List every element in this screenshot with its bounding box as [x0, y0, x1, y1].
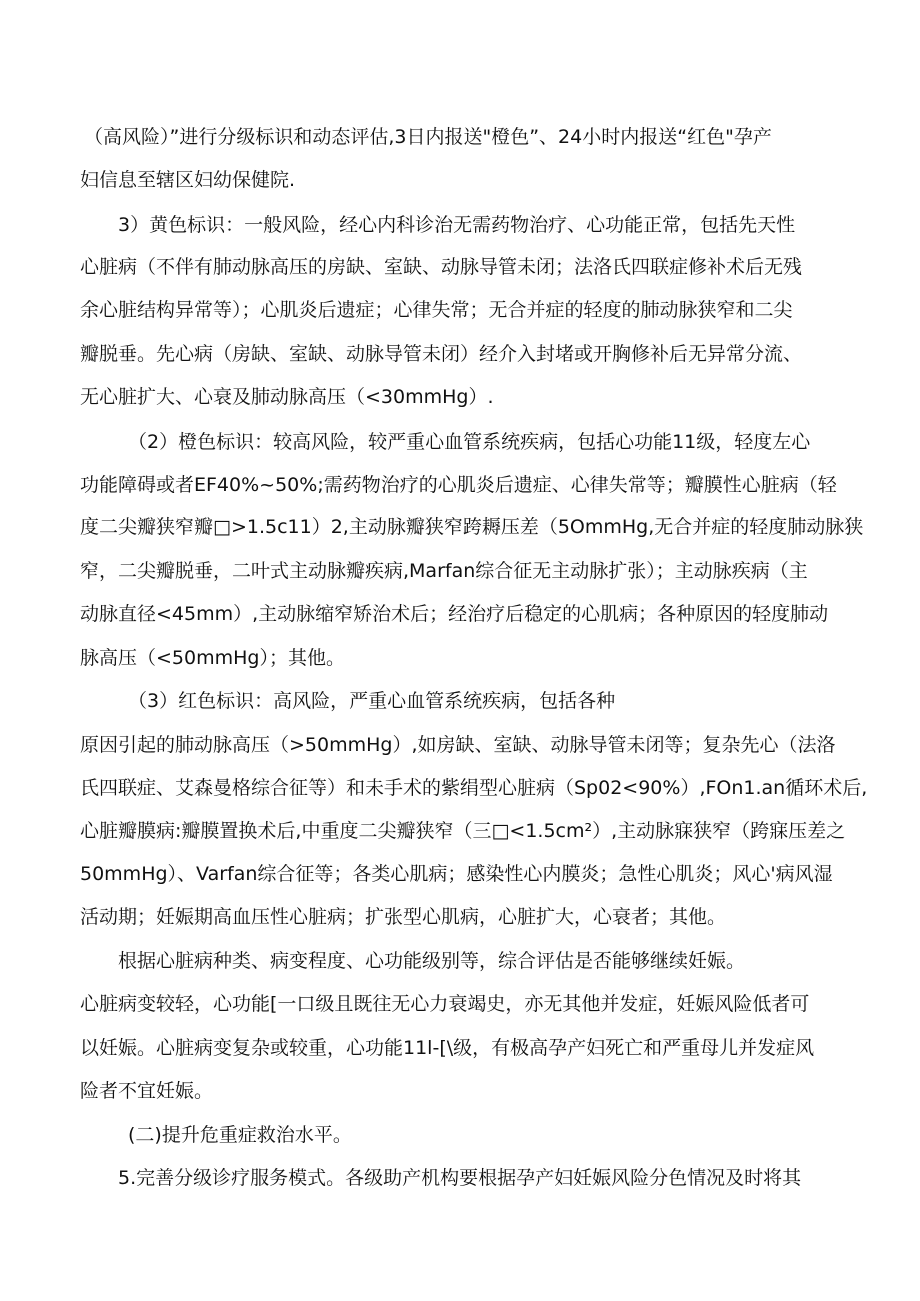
text-line-25: 5.完善分级诊疗服务模式。各级助产机构要根据孕产妇妊娠风险分色情况及时将其 — [118, 1167, 802, 1189]
text-line-11: 窄，二尖瓣脱垂，二叶式主动脉瓣疾病,Marfan综合征无主动脉扩张）；主动脉疾病（主 — [80, 560, 808, 582]
text-line-3: 3）黄色标识：一般风险，经心内科诊治无需药物治疗、心功能正常，包括先天性 — [118, 214, 796, 236]
text-line-23: 险者不宜妊娠。 — [80, 1080, 214, 1102]
text-line-18: 50mmHg）、Varfan综合征等；各类心肌病；感染性心内膜炎；急性心肌炎；风心'病风湿 — [80, 863, 833, 885]
section-heading: (二)提升危重症救治水平。 — [128, 1124, 352, 1146]
text-line-15: 原因引起的肺动脉高压（>50mmHg）,如房缺、室缺、动脉导管未闭等；复杂先心（法洛 — [80, 734, 836, 756]
text-line-5: 余心脏结构异常等）；心肌炎后遗症；心律失常；无合并症的轻度的肺动脉狭窄和二尖 — [80, 299, 793, 321]
text-line-4: 心脏病（不伴有肺动脉高压的房缺、室缺、动脉导管未闭；法洛氏四联症修补术后无残 — [80, 256, 803, 278]
text-line-1: （高风险）”进行分级标识和动态评估,3日内报送"橙色”、24小时内报送“红色"孕产 — [84, 126, 772, 148]
text-line-2: 妇信息至辖区妇幼保健院. — [80, 169, 296, 191]
text-line-7: 无心脏扩大、心衰及肺动脉高压（<30mmHg）. — [80, 386, 494, 408]
text-line-12: 动脉直径<45mm）,主动脉缩窄矫治术后；经治疗后稳定的心肌病；各种原因的轻度肺动 — [80, 603, 829, 625]
text-line-16: 氏四联症、艾森曼格综合征等）和未手术的紫绢型心脏病（Sp02<90%）,FOn1.an循环术后, — [80, 777, 868, 799]
text-line-8: （2）橙色标识：较高风险，较严重心血管系统疾病，包括心功能11级，轻度左心 — [128, 431, 811, 453]
text-line-19: 活动期；妊娠期高血压性心脏病；扩张型心肌病，心脏扩大，心衰者；其他。 — [80, 906, 727, 928]
text-line-6: 瓣脱垂。先心病（房缺、室缺、动脉导管未闭）经介入封堵或开胸修补后无异常分流、 — [80, 343, 803, 365]
text-line-21: 心脏病变较轻，心功能[一口级且既往无心力衰竭史，亦无其他并发症，妊娠风险低者可 — [80, 993, 810, 1015]
text-line-13: 脉高压（<50mmHg）；其他。 — [80, 647, 345, 669]
text-line-10: 度二尖瓣狭窄瓣□>1.5c11）2,主动脉瓣狭窄跨耨压差（5OmmHg,无合并症的轻度肺动脉狭 — [80, 516, 864, 538]
text-line-20: 根据心脏病种类、病变程度、心功能级别等，综合评估是否能够继续妊娠。 — [118, 950, 746, 972]
text-line-9: 功能障碍或者EF40%~50%;需药物治疗的心肌炎后遗症、心律失常等；瓣膜性心脏病（轻 — [80, 474, 837, 496]
text-line-22: 以妊娠。心脏病变复杂或较重，心功能11l-[\级，有极高孕产妇死亡和严重母儿并发症风 — [80, 1037, 815, 1059]
text-line-14: （3）红色标识：高风险，严重心血管系统疾病，包括各种 — [128, 690, 616, 712]
text-line-17: 心脏瓣膜病:瓣膜置换术后,中重度二尖瓣狭窄（三□<1.5cm²）,主动脉寐狭窄（跨寐压差之 — [80, 820, 846, 842]
